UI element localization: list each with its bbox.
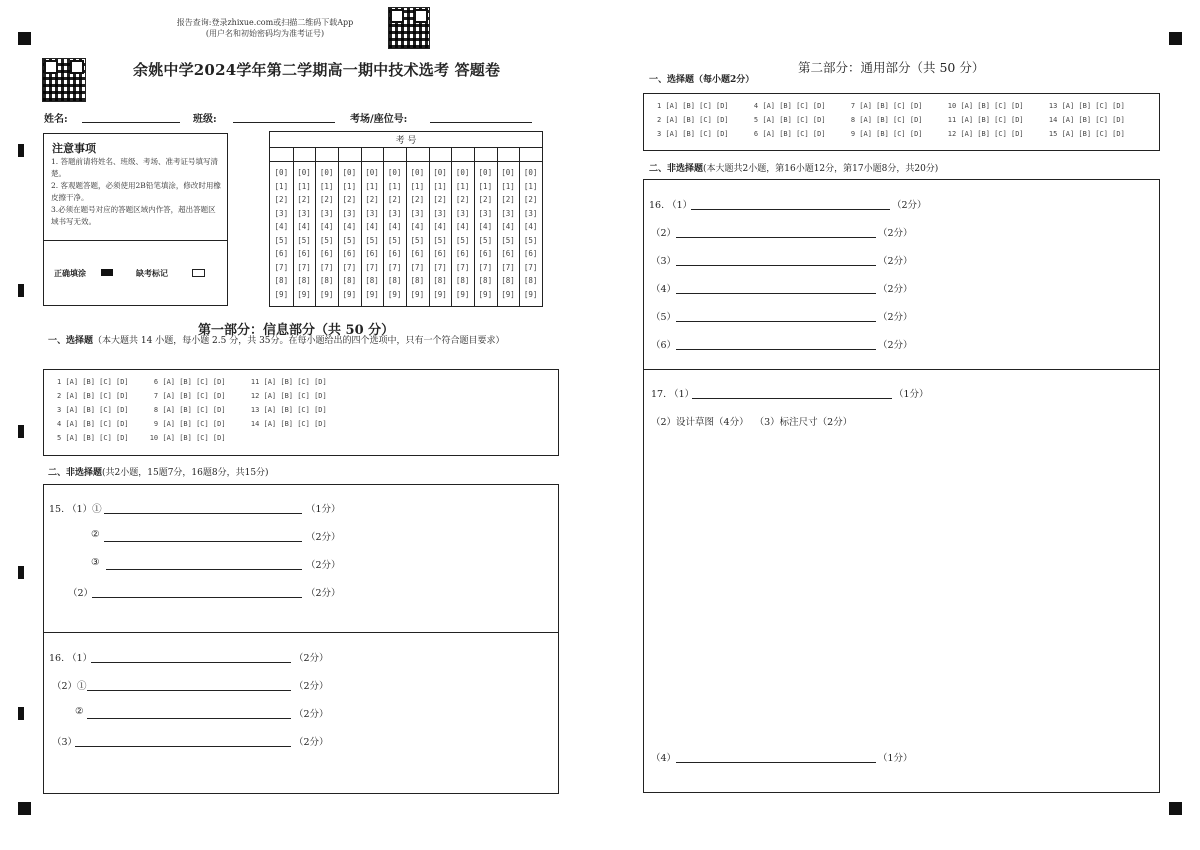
exam-digit-bubble[interactable]: [5] [319, 235, 334, 245]
part1-mc-heading: 一、选择题 [48, 336, 94, 346]
q15-1-1-line[interactable] [104, 513, 302, 514]
exam-digit-bubble[interactable]: [6] [410, 249, 425, 258]
exam-digit-bubble[interactable]: [5] [523, 235, 538, 245]
exam-digit-bubble[interactable]: [3] [342, 208, 357, 218]
exam-digit-bubble[interactable]: [3] [523, 208, 538, 218]
exam-digit-bubble[interactable]: [1] [455, 181, 470, 191]
q16-3-line[interactable] [75, 746, 291, 747]
exam-digit-bubble[interactable]: [4] [342, 222, 357, 231]
exam-digit-bubble[interactable]: [2] [433, 195, 447, 204]
q16g-4-label: （4） [651, 284, 677, 295]
exam-digit-bubble[interactable]: [0] [455, 168, 470, 177]
report-query-line1: 报告查询:登录zhixue.com或扫描二维码下载App [176, 18, 354, 27]
exam-digit-bubble[interactable]: [2] [342, 195, 357, 204]
q15-1-3-line[interactable] [106, 569, 302, 570]
exam-digit-column[interactable] [474, 166, 497, 301]
q16-2-2-score: （2分） [294, 709, 329, 720]
exam-digit-bubble[interactable]: [3] [274, 208, 289, 218]
q15-1-1-score: （1分） [306, 504, 341, 515]
exam-digit-bubble[interactable]: [8] [387, 276, 402, 285]
exam-digit-bubble[interactable]: [0] [501, 168, 515, 177]
exam-digit-bubble[interactable]: [9] [455, 289, 470, 299]
note-item: 1. 答题前请将姓名、班级、考场、准考证号填写清楚。 [51, 157, 219, 178]
mc-row[interactable]: 2 [A] [B] [C] [D] 7 [A] [B] [C] [D] 12 [A] [B] [C] [D] [57, 392, 327, 400]
q16-3-label: （3） [52, 737, 78, 748]
exam-digit-bubble[interactable]: [1] [319, 181, 334, 191]
q17-4-score: （1分） [878, 753, 913, 764]
q17-1-label: 17. （1） [651, 389, 695, 400]
part1-mc-desc: （本大题共 14 小题，每小题 2.5 分，共 35分。在每小题给出的四个选项中，只有一个符合题目要求） [93, 336, 505, 346]
exam-digit-bubble[interactable]: [6] [365, 249, 379, 258]
exam-digit-bubble[interactable]: [8] [433, 276, 447, 285]
q16-1-label: 16. （1） [49, 653, 93, 664]
exam-digit-bubble[interactable]: [2] [274, 195, 289, 204]
exam-digit-bubble[interactable]: [8] [297, 276, 311, 285]
exam-digit-bubble[interactable]: [1] [410, 181, 425, 191]
q16-1-score: （2分） [294, 653, 329, 664]
exam-digit-bubble[interactable]: [2] [387, 195, 402, 204]
exam-digit-bubble[interactable]: [5] [365, 235, 379, 245]
exam-digit-column[interactable] [361, 166, 384, 301]
exam-digit-bubble[interactable]: [5] [387, 235, 402, 245]
exam-digit-bubble[interactable]: [4] [297, 222, 311, 231]
part1-nonmc-heading: 二、非选择题 [48, 468, 103, 478]
exam-digit-bubble[interactable]: [1] [387, 181, 402, 191]
q15-2-score: （2分） [306, 588, 341, 599]
timing-mark [18, 707, 24, 720]
exam-digit-bubble[interactable]: [3] [410, 208, 425, 218]
exam-digit-bubble[interactable]: [9] [433, 289, 447, 299]
q16g-4-score: （2分） [878, 284, 913, 295]
q15-1-2-line[interactable] [104, 541, 302, 542]
exam-digit-column[interactable] [497, 166, 520, 301]
q17-2-3-label: （2）设计草图（4分） （3）标注尺寸（2分） [651, 417, 853, 428]
exam-digit-bubble[interactable]: [8] [342, 276, 357, 285]
exam-digit-bubble[interactable]: [3] [387, 208, 402, 218]
exam-digit-bubble[interactable]: [5] [501, 235, 515, 245]
q16-2-1-line[interactable] [87, 690, 291, 691]
exam-digit-bubble[interactable]: [6] [433, 249, 447, 258]
qr-code-left [42, 58, 86, 102]
q16g-3-line[interactable] [676, 265, 876, 266]
note-item: 2. 客观题答题，必须使用2B铅笔填涂，修改时用橡皮擦干净。 [51, 181, 221, 202]
exam-digit-bubble[interactable]: [8] [455, 276, 470, 285]
exam-digit-bubble[interactable]: [8] [478, 276, 493, 285]
exam-digit-bubble[interactable]: [3] [455, 208, 470, 218]
part1-mc-instructions [48, 335, 553, 348]
part2-nonmc-instructions [649, 163, 938, 176]
exam-digit-column[interactable] [519, 166, 542, 301]
exam-digit-bubble[interactable]: [9] [387, 289, 402, 299]
exam-digit-bubble[interactable]: [7] [501, 262, 515, 272]
exam-digit-bubble[interactable]: [0] [319, 168, 334, 177]
q16g-5-line[interactable] [676, 321, 876, 322]
exam-digit-bubble[interactable]: [9] [410, 289, 425, 299]
exam-digit-bubble[interactable]: [1] [342, 181, 357, 191]
exam-digit-bubble[interactable]: [7] [433, 262, 447, 272]
q17-answer-box [643, 369, 1160, 793]
exam-number-grid [269, 131, 543, 307]
exam-digit-bubble[interactable]: [5] [433, 235, 447, 245]
q15-2-label: （2） [68, 588, 94, 599]
exam-digit-bubble[interactable]: [7] [342, 262, 357, 272]
exam-digit-bubble[interactable]: [3] [433, 208, 447, 218]
class-field[interactable] [233, 122, 335, 123]
q16-2-1-score: （2分） [294, 681, 329, 692]
exam-digit-bubble[interactable]: [7] [455, 262, 470, 272]
exam-digit-bubble[interactable]: [9] [523, 289, 538, 299]
exam-digit-bubble[interactable]: [2] [523, 195, 538, 204]
part2-mc-heading-text: 一、选择题（每小题2分） [649, 75, 755, 85]
exam-digit-bubble[interactable]: [4] [478, 222, 493, 231]
exam-digit-bubble[interactable]: [4] [365, 222, 379, 231]
q17-1-line[interactable] [692, 398, 892, 399]
exam-digit-bubble[interactable]: [6] [478, 249, 493, 258]
name-label: 姓名: [44, 114, 68, 125]
q15-2-line[interactable] [92, 597, 302, 598]
q15-1-2-score: （2分） [306, 532, 341, 543]
exam-digit-bubble[interactable]: [8] [523, 276, 538, 285]
exam-digit-bubble[interactable]: [6] [342, 249, 357, 258]
exam-digit-bubble[interactable]: [4] [433, 222, 447, 231]
exam-digit-bubble[interactable]: [0] [365, 168, 379, 177]
exam-digit-bubble[interactable]: [8] [501, 276, 515, 285]
q16-1-line[interactable] [91, 662, 291, 663]
q17-1-score: （1分） [894, 389, 929, 400]
exam-digit-bubble[interactable]: [2] [297, 195, 311, 204]
q16g-3-score: （2分） [878, 256, 913, 267]
notes-list [51, 156, 221, 228]
exam-digit-bubble[interactable]: [5] [274, 235, 289, 245]
part2-nonmc-desc: (本大题共2小题，第16小题12分，第17小题8分，共20分) [703, 164, 939, 174]
exam-digit-bubble[interactable]: [3] [478, 208, 493, 218]
exam-digit-bubble[interactable]: [0] [342, 168, 357, 177]
exam-digit-bubble[interactable]: [0] [274, 168, 289, 177]
registration-mark-top-right [1169, 32, 1182, 45]
exam-digit-bubble[interactable]: [5] [297, 235, 311, 245]
exam-digit-bubble[interactable]: [0] [410, 168, 425, 177]
exam-digit-bubble[interactable]: [3] [501, 208, 515, 218]
q15-1-1-label: 15. （1）① [49, 504, 102, 515]
part2-mc-box [643, 93, 1160, 151]
exam-digit-bubble[interactable]: [1] [523, 181, 538, 191]
exam-digit-bubble[interactable]: [7] [410, 262, 425, 272]
q16-general-answer-box [643, 179, 1160, 370]
q16g-6-score: （2分） [878, 340, 913, 351]
exam-digit-bubble[interactable]: [0] [387, 168, 402, 177]
q16g-2-line[interactable] [676, 237, 876, 238]
exam-digit-bubble[interactable]: [9] [478, 289, 493, 299]
exam-digit-bubble[interactable]: [2] [365, 195, 379, 204]
exam-digit-bubble[interactable]: [8] [274, 276, 289, 285]
exam-digit-bubble[interactable]: [6] [523, 249, 538, 258]
q16g-6-line[interactable] [676, 349, 876, 350]
exam-digit-column[interactable] [406, 166, 429, 301]
exam-digit-bubble[interactable]: [7] [365, 262, 379, 272]
q16-2-2-label: ② [75, 706, 84, 717]
exam-digit-column[interactable] [429, 166, 452, 301]
class-label: 班级: [193, 114, 217, 125]
notes-title: 注意事项 [52, 142, 96, 155]
absent-mark-checkbox[interactable] [192, 269, 205, 277]
q17-4-label: （4） [651, 753, 677, 764]
mc-row[interactable]: 1 [A] [B] [C] [D] 6 [A] [B] [C] [D] 11 [A] [B] [C] [D] [57, 378, 327, 386]
q16-2-1-label: （2）① [52, 681, 87, 692]
exam-digit-bubble[interactable]: [9] [274, 289, 289, 299]
report-query-line2: (用户名和初始密码均为准考证号) [205, 29, 325, 38]
report-query-notice [150, 17, 380, 39]
exam-digit-bubble[interactable]: [8] [365, 276, 379, 285]
q16g-1-score: （2分） [892, 200, 927, 211]
exam-digit-bubble[interactable]: [5] [478, 235, 493, 245]
exam-digit-bubble[interactable]: [6] [501, 249, 515, 258]
q15-answer-box [43, 484, 559, 633]
exam-digit-bubble[interactable]: [5] [455, 235, 470, 245]
exam-digit-bubble[interactable]: [9] [365, 289, 379, 299]
q16g-4-line[interactable] [676, 293, 876, 294]
q16-2-2-line[interactable] [87, 718, 291, 719]
exam-digit-bubble[interactable]: [0] [297, 168, 311, 177]
q15-1-3-label: ③ [91, 557, 100, 568]
exam-digit-bubble[interactable]: [3] [365, 208, 379, 218]
registration-mark-bottom-right [1169, 802, 1182, 815]
part2-mc-heading [649, 74, 754, 87]
exam-digit-bubble[interactable]: [4] [455, 222, 470, 231]
exam-digit-column[interactable] [293, 166, 316, 301]
exam-digit-bubble[interactable]: [1] [274, 181, 289, 191]
qr-code-top [388, 7, 430, 49]
exam-digit-bubble[interactable]: [0] [433, 168, 447, 177]
exam-digit-bubble[interactable]: [7] [387, 262, 402, 272]
exam-digit-column[interactable] [383, 166, 406, 301]
room-seat-label: 考场/座位号: [350, 114, 408, 125]
exam-digit-bubble[interactable]: [1] [478, 181, 493, 191]
exam-digit-bubble[interactable]: [7] [319, 262, 334, 272]
exam-digit-bubble[interactable]: [9] [297, 289, 311, 299]
exam-digit-bubble[interactable]: [3] [297, 208, 311, 218]
registration-mark-bottom-left [18, 802, 31, 815]
notes-box [43, 133, 228, 306]
timing-mark [18, 566, 24, 579]
exam-digit-bubble[interactable]: [7] [297, 262, 311, 272]
exam-digit-bubble[interactable]: [6] [455, 249, 470, 258]
exam-digit-bubble[interactable]: [1] [297, 181, 311, 191]
exam-digit-bubble[interactable]: [4] [410, 222, 425, 231]
exam-digit-bubble[interactable]: [2] [501, 195, 515, 204]
mc-row[interactable]: 3 [A] [B] [C] [D] 6 [A] [B] [C] [D] 9 [A] [B] [C] [D] 12 [A] [B] [C] [D] 15 [A] [B] [C] [D] [657, 130, 1125, 138]
part2-title: 第二部分：通用部分（共 50 分） [798, 60, 985, 75]
exam-digit-bubble[interactable]: [7] [523, 262, 538, 272]
mc-row[interactable]: 5 [A] [B] [C] [D] 10 [A] [B] [C] [D] [57, 434, 226, 442]
exam-digit-bubble[interactable]: [2] [455, 195, 470, 204]
room-seat-field[interactable] [430, 122, 532, 123]
fill-correct-label: 正确填涂 [54, 268, 86, 278]
registration-mark-top-left [18, 32, 31, 45]
timing-mark [18, 425, 24, 438]
exam-digit-bubble[interactable]: [4] [387, 222, 402, 231]
q16g-2-label: （2） [651, 228, 677, 239]
q15-1-2-label: ② [91, 529, 100, 540]
q15-1-3-score: （2分） [306, 560, 341, 571]
exam-digit-bubble[interactable]: [7] [274, 262, 289, 272]
exam-digit-column[interactable] [451, 166, 474, 301]
exam-digit-bubble[interactable]: [6] [297, 249, 311, 258]
exam-number-header: 考 号 [395, 136, 417, 146]
part1-title: 第一部分：信息部分（共 50 分） [198, 323, 395, 338]
timing-mark [18, 284, 24, 297]
exam-digit-bubble[interactable]: [2] [410, 195, 425, 204]
exam-digit-column[interactable] [315, 166, 338, 301]
exam-digit-bubble[interactable]: [3] [319, 208, 334, 218]
exam-digit-bubble[interactable]: [4] [523, 222, 538, 231]
sketch-area[interactable] [649, 432, 1154, 742]
exam-digit-bubble[interactable]: [4] [274, 222, 289, 231]
q17-4-line[interactable] [676, 762, 876, 763]
exam-digit-column[interactable] [338, 166, 361, 301]
page-title: 余姚中学2024学年第二学期高一期中技术选考 答题卷 [133, 61, 501, 79]
q16g-3-label: （3） [651, 256, 677, 267]
part1-nonmc-desc: (共2小题，15题7分，16题8分，共15分) [102, 468, 269, 478]
exam-digit-bubble[interactable]: [7] [478, 262, 493, 272]
mc-row[interactable]: 3 [A] [B] [C] [D] 8 [A] [B] [C] [D] 13 [A] [B] [C] [D] [57, 406, 327, 414]
exam-digit-column[interactable] [270, 166, 293, 301]
part1-mc-box [43, 369, 559, 456]
exam-digit-bubble[interactable]: [4] [501, 222, 515, 231]
exam-digit-bubble[interactable]: [6] [274, 249, 289, 258]
mc-row[interactable]: 2 [A] [B] [C] [D] 5 [A] [B] [C] [D] 8 [A] [B] [C] [D] 11 [A] [B] [C] [D] 14 [A] [B] [C] [D] [657, 116, 1125, 124]
q16-3-score: （2分） [294, 737, 329, 748]
q16g-5-score: （2分） [878, 312, 913, 323]
exam-digit-bubble[interactable]: [1] [501, 181, 515, 191]
exam-digit-bubble[interactable]: [2] [319, 195, 334, 204]
mc-row[interactable]: 4 [A] [B] [C] [D] 9 [A] [B] [C] [D] 14 [A] [B] [C] [D] [57, 420, 327, 428]
exam-digit-bubble[interactable]: [4] [319, 222, 334, 231]
q16g-2-score: （2分） [878, 228, 913, 239]
exam-digit-bubble[interactable]: [5] [410, 235, 425, 245]
exam-digit-bubble[interactable]: [8] [319, 276, 334, 285]
note-item: 3.必须在题号对应的答题区域内作答，超出答题区域书写无效。 [51, 205, 216, 226]
exam-digit-bubble[interactable]: [5] [342, 235, 357, 245]
q16g-1-label: 16. （1） [649, 200, 693, 211]
q16g-6-label: （6） [651, 340, 677, 351]
part2-nonmc-heading: 二、非选择题 [649, 164, 704, 174]
exam-digit-bubble[interactable]: [0] [478, 168, 493, 177]
exam-digit-bubble[interactable]: [9] [501, 289, 515, 299]
exam-digit-bubble[interactable]: [6] [387, 249, 402, 258]
notes-divider [44, 240, 227, 241]
exam-digit-bubble[interactable]: [1] [365, 181, 379, 191]
name-field[interactable] [82, 122, 180, 123]
exam-digit-bubble[interactable]: [8] [410, 276, 425, 285]
absent-mark-label: 缺考标记 [136, 268, 168, 278]
exam-digit-bubble[interactable]: [9] [342, 289, 357, 299]
q16g-5-label: （5） [651, 312, 677, 323]
exam-digit-bubble[interactable]: [9] [319, 289, 334, 299]
exam-digit-bubble[interactable]: [1] [433, 181, 447, 191]
part1-nonmc-instructions [48, 467, 269, 480]
exam-digit-bubble[interactable]: [0] [523, 168, 538, 177]
exam-digit-bubble[interactable]: [6] [319, 249, 334, 258]
fill-correct-sample [101, 269, 113, 276]
q16-info-answer-box [43, 632, 559, 794]
q16g-1-line[interactable] [691, 209, 890, 210]
exam-digit-bubble[interactable]: [2] [478, 195, 493, 204]
timing-mark [18, 144, 24, 157]
mc-row[interactable]: 1 [A] [B] [C] [D] 4 [A] [B] [C] [D] 7 [A] [B] [C] [D] 10 [A] [B] [C] [D] 13 [A] [B] [C] [D] [657, 102, 1125, 110]
